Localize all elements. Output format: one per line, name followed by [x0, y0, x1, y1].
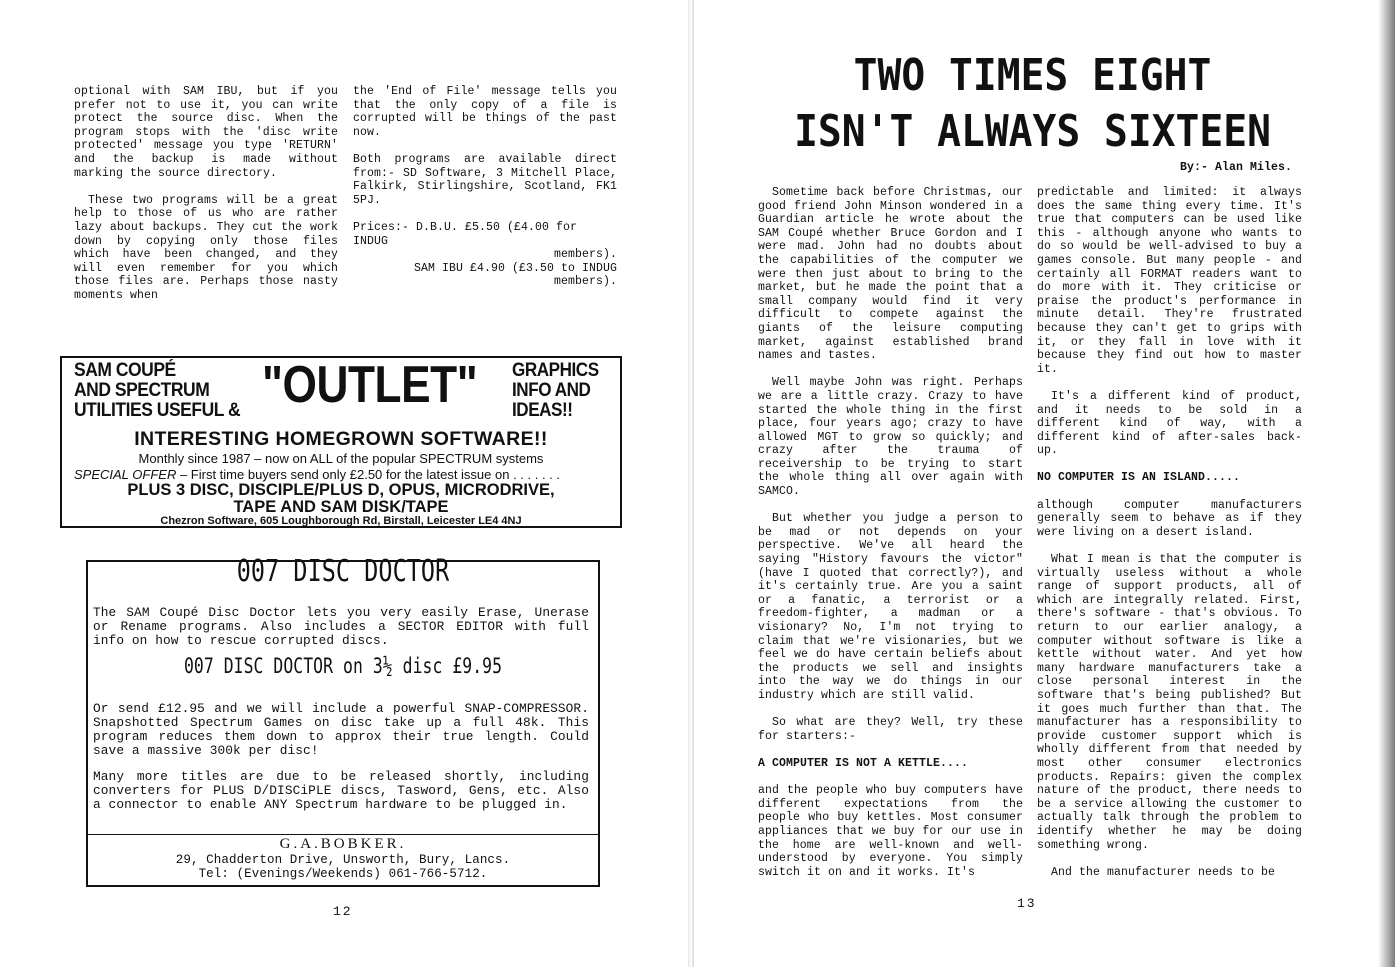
right-column-2: [1037, 186, 1302, 879]
outlet-right-line: INFO AND: [512, 380, 591, 401]
offer-label: SPECIAL OFFER: [74, 467, 177, 482]
disc-doctor-advert: [86, 554, 600, 887]
left-column-2: [353, 85, 617, 289]
paragraph: and the people who buy computers have different expectations from the people who buy kettles. Most consumer appliances that we buy for our use in the home are well-known and well-understood by everyone. You simply switch it on and it works. It's: [758, 784, 1023, 879]
paragraph: Both programs are available direct from:- SD Software, 3 Mitchell Place, Falkirk, Stirlingshire, Scotland, FK1 5PJ.: [353, 152, 617, 207]
formats-line: TAPE AND SAM DISK/TAPE: [233, 498, 449, 516]
page-number-left: 12: [333, 904, 353, 919]
paragraph: Sometime back before Christmas, our good friend John Minson wondered in a Guardian article he wrote about the SAM Coupé whether Bruce Gordon and I were mad. John had no doubts about the capabilities of the computer we were then just about to bring to the market, but he made the point that a small company would find it very difficult to compete against the giants of the leisure computing market, against established brand names and tastes.: [758, 186, 1023, 363]
outlet-homegrown: INTERESTING HOMEGROWN SOFTWARE!!: [134, 428, 548, 450]
doctor-name: G.A.BOBKER.: [279, 836, 407, 852]
outlet-left-line: SAM COUPÉ: [74, 360, 176, 381]
outlet-monthly: Monthly since 1987 – now on ALL of the popular SPECTRUM systems: [138, 451, 544, 466]
page-edge-shadow: [1378, 0, 1395, 967]
paragraph: optional with SAM IBU, but if you prefer not to use it, you can write protect the source disc. When the program stops with the 'disc write protected' message you type 'RETURN' and the backup is made without marking the source directory.: [74, 85, 338, 180]
paragraph: the 'End of File' message tells you that the only copy of a file is corrupted will be things of the past now.: [353, 85, 617, 139]
outlet-left-line: AND SPECTRUM: [74, 380, 210, 401]
paragraph: So what are they? Well, try these for starters:-: [758, 716, 1023, 743]
left-column-1: [74, 85, 338, 303]
doctor-address: 29, Chadderton Drive, Unsworth, Bury, Lancs.: [175, 853, 511, 867]
article-title-line-2: ISN'T ALWAYS SIXTEEN: [794, 106, 1271, 157]
formats-line: PLUS 3 DISC, DISCIPLE/PLUS D, OPUS, MICRODRIVE,: [127, 481, 555, 499]
section-heading: NO COMPUTER IS AN ISLAND.....: [1037, 471, 1241, 485]
outlet-right-line: IDEAS!!: [512, 400, 573, 421]
prices-line: Prices:- D.B.U. £5.50 (£4.00 for INDUG: [353, 220, 578, 248]
outlet-left-text: [74, 361, 240, 421]
paragraph: But whether you judge a person to be mad or not depends on your perspective. We've all heard the saying "History favours the victor" (have I quoted that correctly?), and it's certainly true. Are you a saint or a fanatic, a terrorist or a freedom-fighter, a madman or a visionary? No, I'm not trying to claim that we're visionaries, but we feel we do have certain beliefs about the products we sell and insights into the way we do things in our industry which are still valid.: [758, 512, 1023, 702]
prices-line: members).: [553, 275, 617, 289]
doctor-price: 007 DISC DOCTOR on 3½ disc £9.95: [183, 654, 503, 678]
paragraph: And the manufacturer needs to be: [1051, 865, 1276, 879]
outlet-right-text: [512, 361, 599, 421]
page-number-right: 13: [1017, 896, 1037, 911]
outlet-offer: [74, 467, 632, 482]
paragraph: although computer manufacturers generally seem to behave as if they were living on a desert island.: [1037, 498, 1302, 539]
outlet-left-line: UTILITIES USEFUL &: [74, 400, 241, 421]
doctor-more: Many more titles are due to be released shortly, including converters for PLUS D/DISCiPLE discs, Tasword, Gens, etc. Also a connector to enable ANY Spectrum hardware to be plugged in.: [93, 769, 589, 812]
doctor-phone: Tel: (Evenings/Weekends) 061-766-5712.: [198, 867, 488, 881]
outlet-title: "OUTLET": [262, 356, 478, 414]
paragraph: Well maybe John was right. Perhaps we are a little crazy. Crazy to have started the whole thing in the first place, four years ago; crazy to have allowed MGT to grow so quickly; and crazy after the trauma of receivership to be trying to start the whole thing all over again with SAMCO.: [758, 376, 1023, 499]
offer-text: – First time buyers send only £2.50 for the latest issue on . . . . . . .: [176, 467, 561, 482]
doctor-title: 007 DISC DOCTOR: [236, 554, 450, 589]
paragraph: predictable and limited: it always does the same thing every time. It's true that computers can be used like this - although anyone who wants to do so would be well-advised to buy a games console. But many people - and certainly all FORMAT readers want to do more with it. They criticise or praise the product's performance in minute detail. They're frustrated because they can't get to grips with it, or they fall in love with it because they find out how to master it.: [1037, 186, 1302, 376]
section-heading: A COMPUTER IS NOT A KETTLE....: [758, 756, 969, 770]
doctor-divider: [88, 834, 598, 835]
paragraph: It's a different kind of product, and it needs to be sold in a different kind of way, with a different kind of after-sales back- up.: [1037, 389, 1302, 458]
right-column-1: [758, 186, 1023, 879]
prices: [353, 221, 617, 289]
outlet-formats: [62, 482, 620, 516]
outlet-advert: [60, 356, 622, 528]
outlet-right-line: GRAPHICS: [512, 360, 599, 381]
doctor-intro: The SAM Coupé Disc Doctor lets you very easily Erase, Unerase or Rename programs. Also includes a SECTOR EDITOR with full info on how to rescue corrupted discs.: [93, 605, 589, 648]
outlet-address: Chezron Software, 605 Loughborough Rd, Birstall, Leicester LE4 4NJ: [160, 515, 522, 527]
prices-line: SAM IBU £4.90 (£3.50 to INDUG: [413, 261, 617, 275]
page-spine: [688, 0, 694, 967]
article-title-line-1: TWO TIMES EIGHT: [853, 50, 1212, 101]
paragraph: What I mean is that the computer is virtually useless without a whole range of support products, all of which are integrally related. First, there's software - that's obvious. To return to our earlier analogy, a computer without software is like a kettle without water. And yet how many hardware manufacturers take a close personal interest in the software that's being published? But it goes much further than that. The manufacturer has a responsibility to provide customer support which is wholly different from that needed by most other consumer electronics products. Repairs: given the complex nature of the product, there needs to be a service allowing the customer to actually talk through the problem to identify whether he may be doing something wrong.: [1037, 553, 1302, 852]
paragraph: These two programs will be a great help to those of us who are rather lazy about backups. They cut the work down by copying only those files which have been changed, and they will even remember for you which those files are. Perhaps those nasty moments when: [74, 193, 338, 302]
article-byline: By:- Alan Miles.: [1180, 161, 1293, 174]
doctor-offer: Or send £12.95 and we will include a powerful SNAP-COMPRESSOR. Snapshotted Spectrum Games on disc take up a full 48k. This program reduces them down to approx their true length. Could save a massive 300k per disc!: [93, 701, 589, 758]
prices-line: members).: [553, 248, 617, 262]
